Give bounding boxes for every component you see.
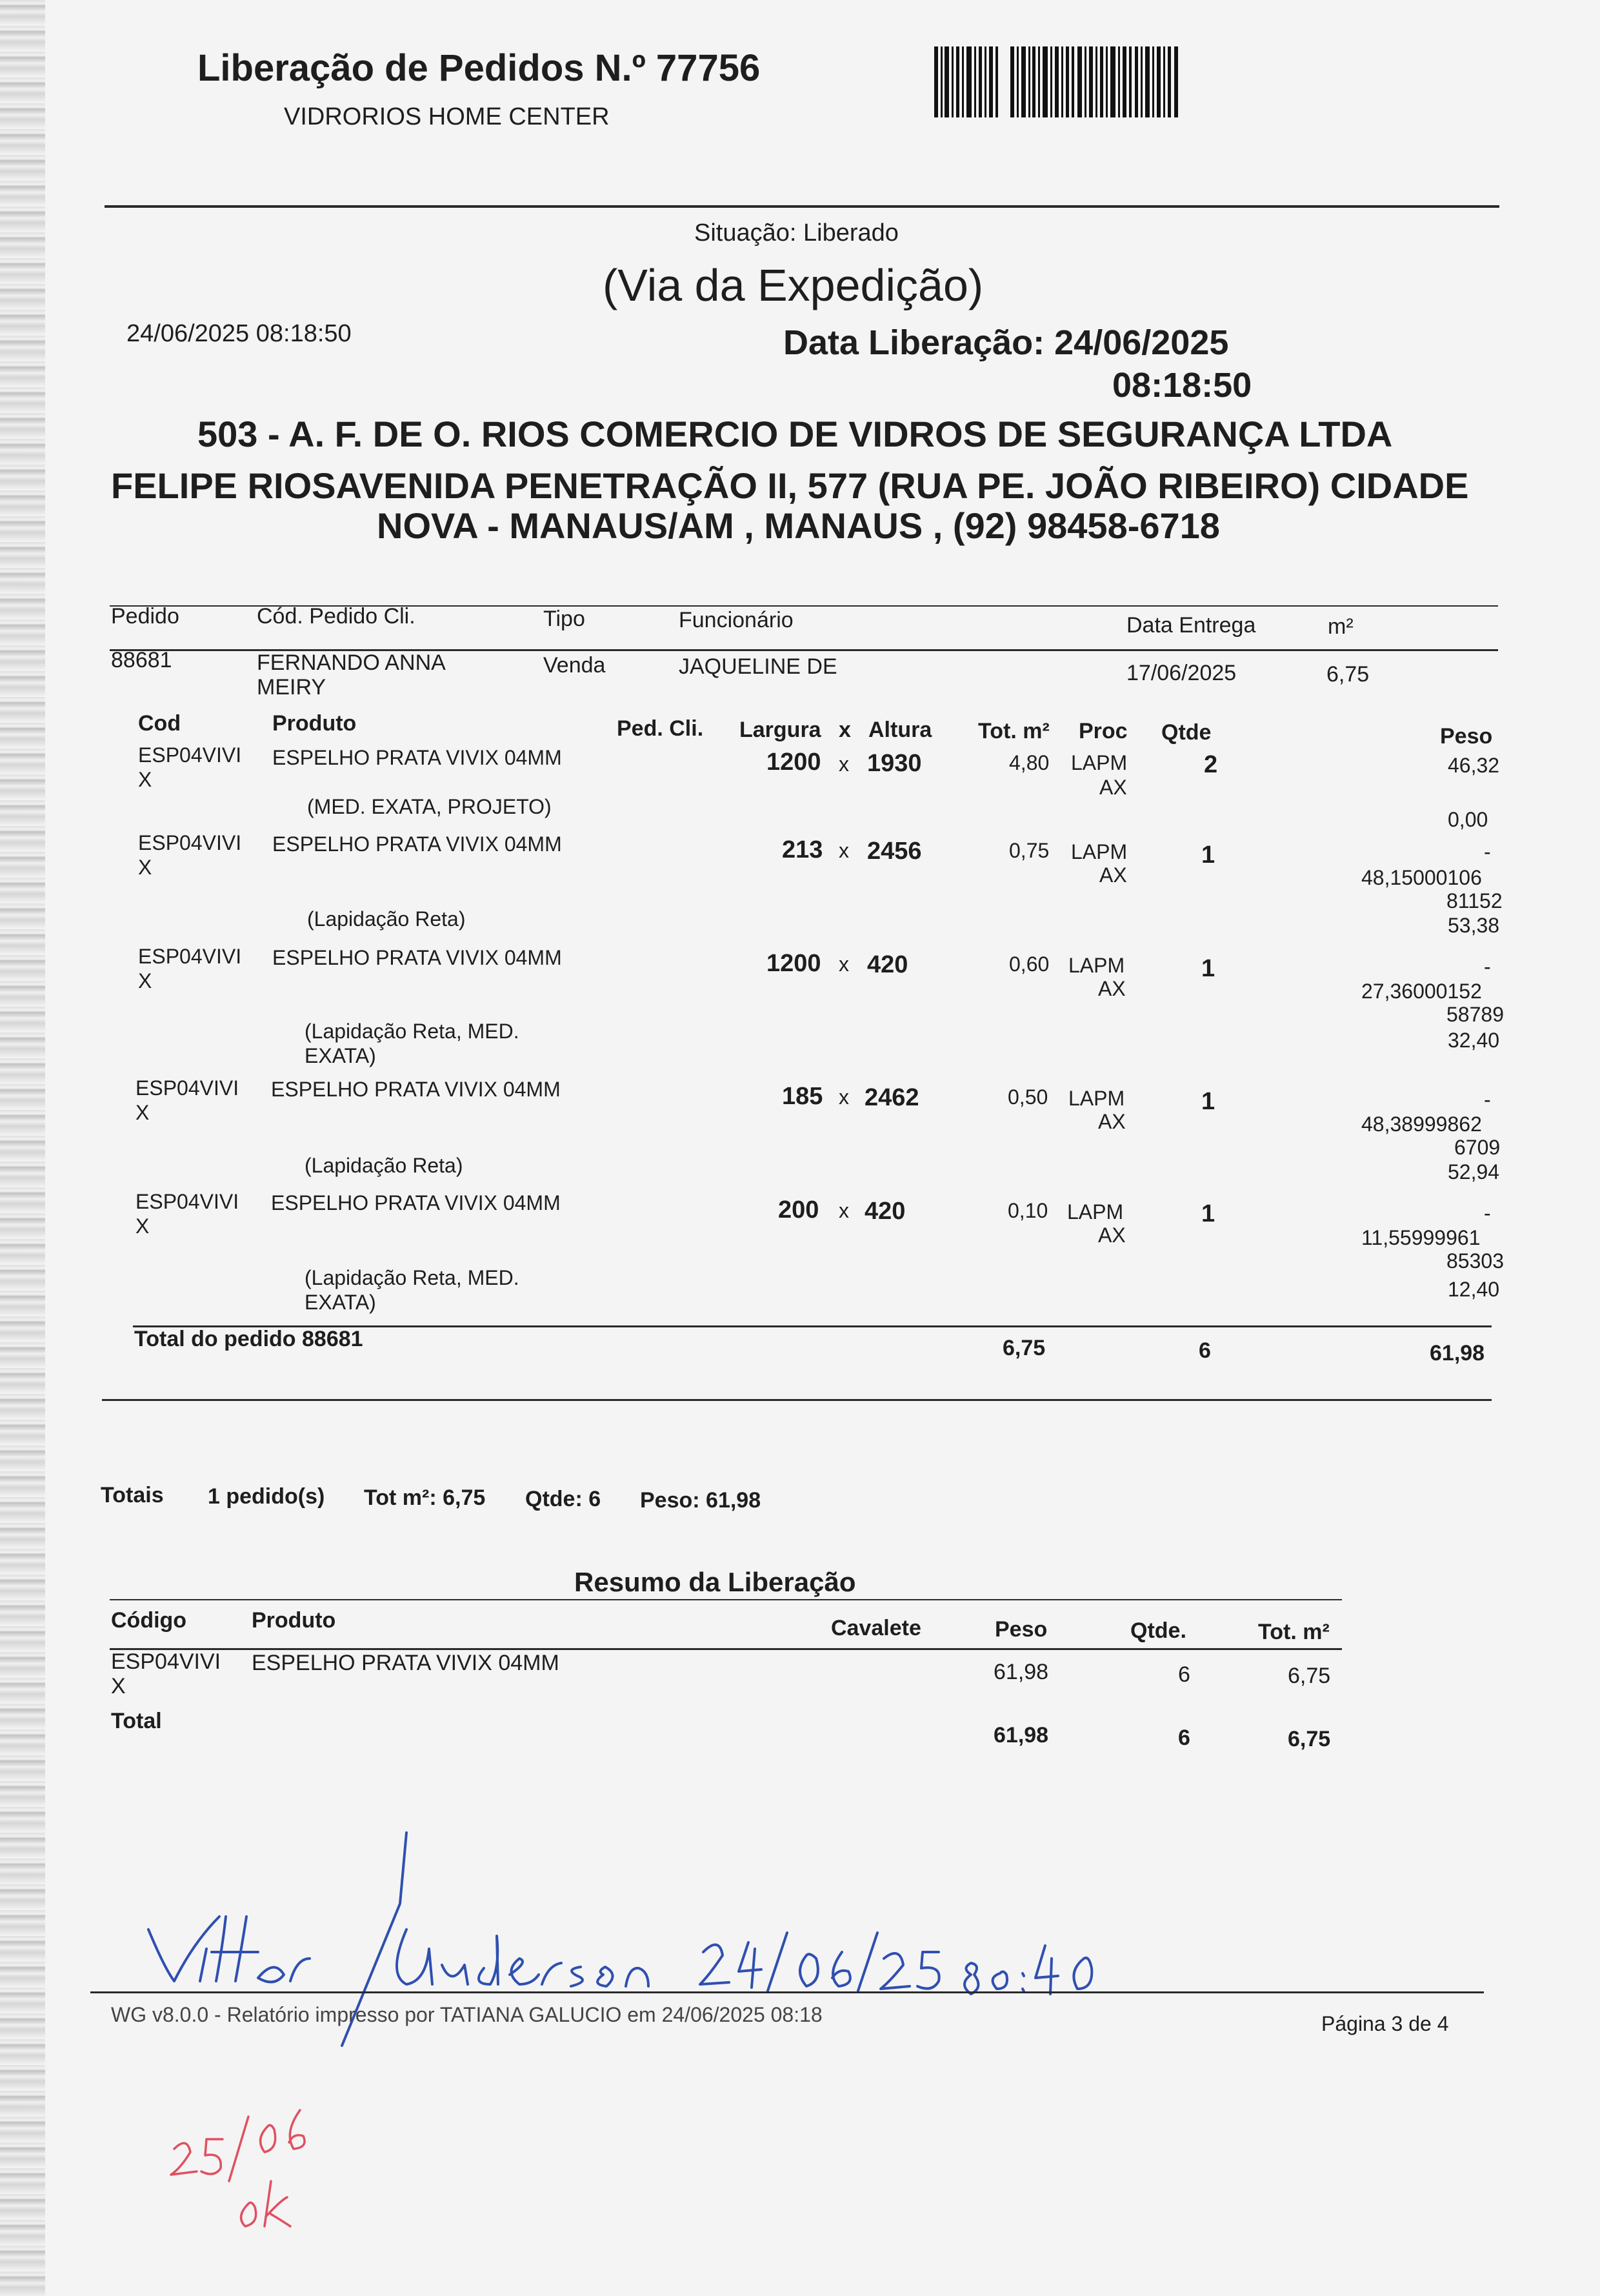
item-obs: (Lapidação Reta, MED. — [305, 1266, 519, 1289]
item-peso: 46,32 — [1448, 754, 1500, 777]
print-datetime: 24/06/2025 08:18:50 — [126, 320, 352, 347]
resumo-title: Resumo da Liberação — [574, 1567, 856, 1597]
header-rule — [105, 205, 1499, 208]
order-total-qtde: 6 — [1199, 1338, 1211, 1363]
item-largura: 213 — [782, 836, 823, 863]
resumo-row-codigo-suffix: X — [111, 1674, 126, 1698]
resumo-total-qtde: 6 — [1178, 1726, 1190, 1750]
item-peso-final: 53,38 — [1448, 914, 1500, 937]
item-proc-suffix: AX — [1099, 776, 1127, 799]
item-peso-decimals: 48,38999862 — [1361, 1113, 1482, 1136]
item-largura: 185 — [782, 1083, 823, 1110]
item-obs: (Lapidação Reta) — [305, 1154, 463, 1177]
item-proc-suffix: AX — [1098, 1224, 1126, 1247]
item-obs: (Lapidação Reta, MED. — [305, 1020, 519, 1043]
client-address-line1: FELIPE RIOSAVENIDA PENETRAÇÃO II, 577 (RUA PE. JOÃO RIBEIRO) CIDADE — [111, 465, 1469, 506]
item-largura: 1200 — [766, 749, 821, 776]
resumo-top-rule — [110, 1599, 1342, 1600]
item-obs: (Lapidação Reta) — [307, 907, 466, 931]
resumo-col-cavalete: Cavalete — [831, 1616, 921, 1640]
item-proc: LAPM — [1068, 954, 1125, 977]
item-peso-decimals: 27,36000152 — [1361, 980, 1482, 1003]
resumo-total-peso: 61,98 — [994, 1723, 1049, 1747]
tipo-value: Venda — [543, 653, 606, 678]
items-col-proc: Proc — [1079, 719, 1128, 743]
totais-qtde: Qtde: 6 — [525, 1487, 601, 1511]
resumo-row-qtde: 6 — [1178, 1662, 1190, 1687]
item-proc-suffix: AX — [1098, 1110, 1126, 1133]
item-altura: 2462 — [865, 1084, 919, 1111]
item-cod-suffix: X — [138, 969, 152, 992]
resumo-header-rule — [110, 1648, 1342, 1650]
cod-pedido-cli-value-2: MEIRY — [257, 675, 326, 700]
items-col-ped-cli: Ped. Cli. — [617, 716, 704, 741]
item-produto: ESPELHO PRATA VIVIX 04MM — [272, 832, 562, 856]
item-qtde: 2 — [1204, 751, 1218, 778]
page-number: Página 3 de 4 — [1321, 2012, 1449, 2035]
item-x: x — [839, 752, 849, 776]
item-largura: 200 — [778, 1196, 819, 1224]
item-x: x — [839, 952, 849, 976]
item-proc: LAPM — [1068, 1087, 1125, 1110]
client-address-line2: NOVA - MANAUS/AM , MANAUS , (92) 98458-6718 — [377, 505, 1220, 546]
item-qtde: 1 — [1201, 841, 1215, 869]
item-qtde: 1 — [1201, 955, 1215, 982]
funcionario-value: JAQUELINE DE — [679, 654, 837, 679]
item-altura: 420 — [867, 951, 908, 978]
resumo-row-peso: 61,98 — [994, 1660, 1049, 1684]
item-peso-decimals: 11,55999961 — [1361, 1226, 1481, 1249]
col-m2: m² — [1328, 614, 1354, 639]
totais-label: Totais — [101, 1483, 164, 1507]
item-cod-suffix: X — [135, 1214, 150, 1238]
item-peso-final: 0,00 — [1448, 808, 1488, 831]
items-col-peso: Peso — [1440, 724, 1493, 749]
item-peso: - — [1484, 955, 1491, 978]
resumo-total-tot-m2: 6,75 — [1288, 1727, 1331, 1751]
item-proc: LAPM — [1071, 751, 1128, 774]
item-obs-cont: EXATA) — [305, 1291, 376, 1314]
item-peso-decimals-cont: 81152 — [1446, 889, 1503, 912]
item-peso-final: 52,94 — [1448, 1160, 1500, 1183]
scan-edge-shadow — [0, 0, 45, 2296]
item-cod: ESP04VIVI — [138, 945, 242, 968]
resumo-row-produto: ESPELHO PRATA VIVIX 04MM — [252, 1651, 559, 1675]
resumo-row-tot-m2: 6,75 — [1288, 1664, 1331, 1688]
item-qtde: 1 — [1201, 1200, 1215, 1227]
item-x: x — [839, 1085, 849, 1109]
col-funcionario: Funcionário — [679, 608, 794, 632]
item-produto: ESPELHO PRATA VIVIX 04MM — [271, 1191, 561, 1214]
item-obs-cont: EXATA) — [305, 1044, 376, 1067]
item-peso: - — [1484, 1202, 1491, 1225]
section-rule — [102, 1399, 1492, 1401]
items-col-x: x — [839, 718, 851, 742]
resumo-col-tot-m2: Tot. m² — [1258, 1620, 1330, 1644]
totais-pedidos: 1 pedido(s) — [208, 1484, 325, 1509]
item-cod: ESP04VIVI — [135, 1190, 239, 1213]
items-col-tot-m2: Tot. m² — [978, 719, 1050, 743]
item-x: x — [839, 1199, 849, 1222]
resumo-row-codigo: ESP04VIVI — [111, 1649, 221, 1674]
item-tot-m2: 0,75 — [1009, 839, 1050, 862]
item-cod-suffix: X — [138, 768, 152, 791]
m2-value: 6,75 — [1326, 662, 1370, 687]
items-col-largura: Largura — [739, 718, 821, 742]
data-liberacao: Data Liberação: 24/06/2025 — [783, 323, 1229, 362]
col-cod-pedido-cli: Cód. Pedido Cli. — [257, 604, 415, 629]
item-tot-m2: 0,50 — [1008, 1085, 1048, 1109]
cod-pedido-cli-value-1: FERNANDO ANNA — [257, 650, 446, 675]
item-altura: 420 — [865, 1198, 906, 1225]
item-peso: - — [1484, 840, 1491, 863]
item-produto: ESPELHO PRATA VIVIX 04MM — [272, 946, 562, 969]
item-cod-suffix: X — [138, 856, 152, 879]
col-pedido: Pedido — [111, 604, 179, 629]
via-expedicao: (Via da Expedição) — [603, 260, 984, 310]
resumo-col-codigo: Código — [111, 1608, 187, 1633]
report-title: Liberação de Pedidos N.º 77756 — [197, 47, 761, 89]
handwritten-note-received — [161, 2091, 355, 2259]
items-col-qtde: Qtde — [1161, 720, 1212, 745]
item-peso-final: 32,40 — [1448, 1029, 1500, 1052]
company-name: VIDRORIOS HOME CENTER — [284, 103, 610, 130]
item-peso-decimals-cont: 58789 — [1446, 1003, 1504, 1026]
item-tot-m2: 0,10 — [1008, 1199, 1048, 1222]
resumo-col-produto: Produto — [252, 1608, 336, 1633]
order-total-peso: 61,98 — [1430, 1341, 1485, 1365]
item-tot-m2: 0,60 — [1009, 952, 1050, 976]
item-cod: ESP04VIVI — [135, 1076, 239, 1100]
item-peso-decimals: 48,15000106 — [1361, 866, 1482, 889]
item-produto: ESPELHO PRATA VIVIX 04MM — [271, 1078, 561, 1101]
item-peso-decimals-cont: 85303 — [1446, 1249, 1504, 1273]
pedido-value: 88681 — [111, 648, 172, 672]
item-proc: LAPM — [1067, 1200, 1124, 1224]
barcode — [934, 46, 1179, 117]
item-proc: LAPM — [1071, 840, 1128, 863]
situacao: Situação: Liberado — [694, 219, 899, 247]
client-name: 503 - A. F. DE O. RIOS COMERCIO DE VIDROS DE SEGURANÇA LTDA — [197, 414, 1393, 454]
totais-peso: Peso: 61,98 — [640, 1488, 761, 1513]
item-obs: (MED. EXATA, PROJETO) — [307, 795, 552, 818]
resumo-col-qtde: Qtde. — [1130, 1618, 1186, 1643]
footer-rule — [90, 1991, 1484, 1993]
item-largura: 1200 — [766, 950, 821, 977]
resumo-col-peso: Peso — [995, 1617, 1048, 1642]
item-peso-final: 12,40 — [1448, 1278, 1500, 1301]
item-cod-suffix: X — [135, 1101, 150, 1124]
item-altura: 2456 — [867, 838, 922, 865]
order-total-m2: 6,75 — [1003, 1336, 1046, 1360]
data-entrega-value: 17/06/2025 — [1126, 661, 1237, 685]
items-col-altura: Altura — [868, 718, 932, 742]
report-info: WG v8.0.0 - Relatório impresso por TATIANA GALUCIO em 24/06/2025 08:18 — [111, 2003, 823, 2026]
items-col-produto: Produto — [272, 711, 357, 736]
totais-tot-m2: Tot m²: 6,75 — [364, 1485, 486, 1510]
item-altura: 1930 — [867, 750, 922, 777]
item-peso: - — [1484, 1088, 1491, 1111]
item-x: x — [839, 839, 849, 862]
item-cod: ESP04VIVI — [138, 743, 242, 767]
item-tot-m2: 4,80 — [1009, 751, 1050, 774]
resumo-total-label: Total — [111, 1709, 162, 1733]
order-total-label: Total do pedido 88681 — [134, 1327, 363, 1351]
data-liberacao-time: 08:18:50 — [1112, 366, 1252, 405]
item-qtde: 1 — [1201, 1088, 1215, 1115]
item-proc-suffix: AX — [1099, 863, 1127, 887]
items-col-cod: Cod — [138, 711, 181, 736]
col-data-entrega: Data Entrega — [1126, 613, 1256, 638]
item-peso-decimals-cont: 6709 — [1454, 1136, 1501, 1159]
col-tipo: Tipo — [543, 607, 585, 631]
item-produto: ESPELHO PRATA VIVIX 04MM — [272, 746, 562, 769]
item-cod: ESP04VIVI — [138, 831, 242, 854]
item-proc-suffix: AX — [1098, 977, 1126, 1000]
